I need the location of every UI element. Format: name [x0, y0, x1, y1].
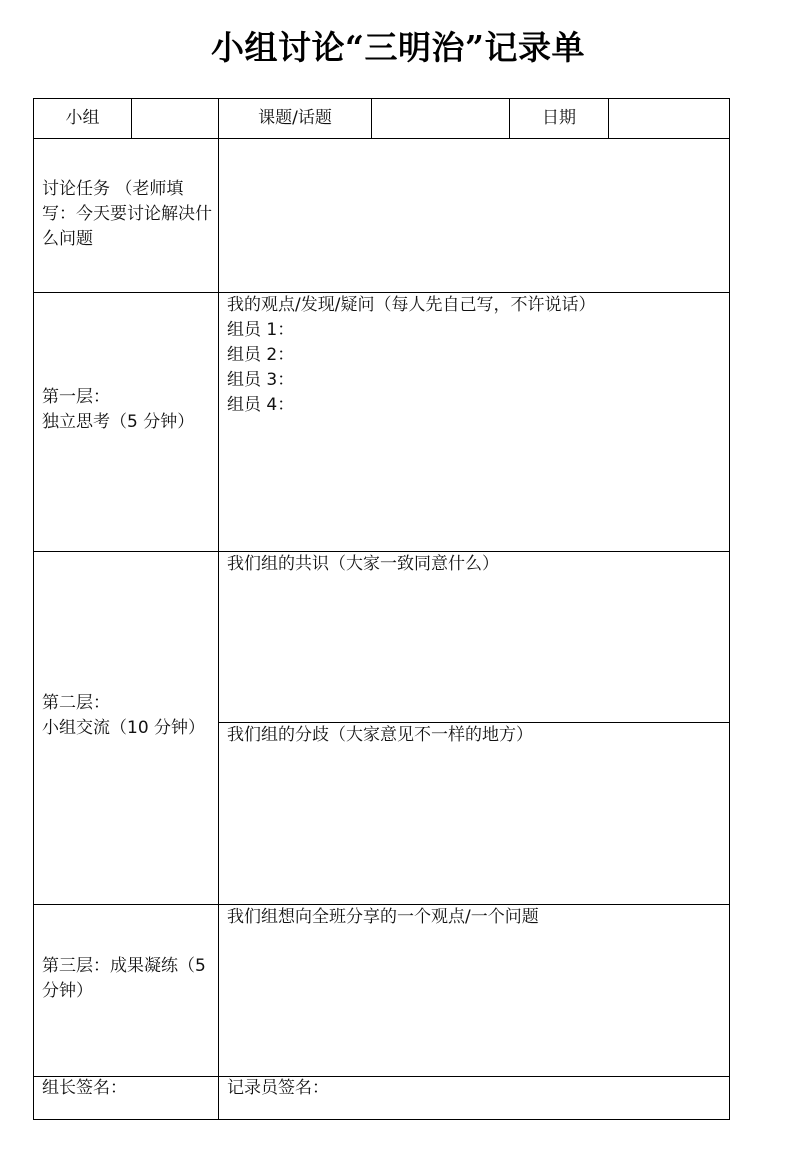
record-form-table: [33, 98, 730, 1120]
consensus-prompt: 我们组的共识（大家一致同意什么）: [227, 554, 499, 574]
recorder-signature-label: 记录员签名：: [227, 1078, 329, 1098]
date-label: 日期: [542, 108, 576, 128]
leader-signature-label: 组长签名：: [42, 1078, 127, 1098]
divergence-field[interactable]: [219, 723, 729, 904]
task-field[interactable]: [219, 139, 729, 292]
leader-signature-field[interactable]: [34, 1077, 218, 1119]
recorder-signature-field[interactable]: [219, 1077, 729, 1119]
date-field[interactable]: [609, 99, 729, 138]
member-4-label: 组员 4：: [227, 395, 295, 415]
topic-field[interactable]: [372, 99, 509, 138]
member-3-label: 组员 3：: [227, 370, 295, 390]
layer2-label-line1: 第二层：: [42, 693, 110, 713]
group-label: 小组: [65, 108, 100, 128]
layer1-field[interactable]: [219, 293, 729, 551]
layer3-label: 第三层：成果凝练（5 分钟）: [42, 956, 212, 1001]
divergence-prompt: 我们组的分歧（大家意见不一样的地方）: [227, 725, 533, 745]
member-2-label: 组员 2：: [227, 345, 295, 365]
consensus-field[interactable]: [219, 552, 729, 722]
topic-label: 课题/话题: [258, 108, 332, 128]
layer3-field[interactable]: [219, 905, 729, 1076]
member-1-label: 组员 1：: [227, 320, 295, 340]
layer1-label-line2: 独立思考（5 分钟）: [42, 412, 195, 432]
group-field[interactable]: [132, 99, 218, 138]
layer1-label-line1: 第一层：: [42, 387, 110, 407]
layer3-prompt: 我们组想向全班分享的一个观点/一个问题: [227, 907, 539, 927]
layer1-prompt: 我的观点/发现/疑问（每人先自己写，不许说话）: [227, 295, 596, 315]
page-title: 小组讨论“三明治”记录单: [211, 28, 585, 67]
layer2-label-line2: 小组交流（10 分钟）: [42, 718, 206, 738]
task-label: 讨论任务 （老师填写：今天要讨论解决什么问题: [42, 179, 212, 249]
